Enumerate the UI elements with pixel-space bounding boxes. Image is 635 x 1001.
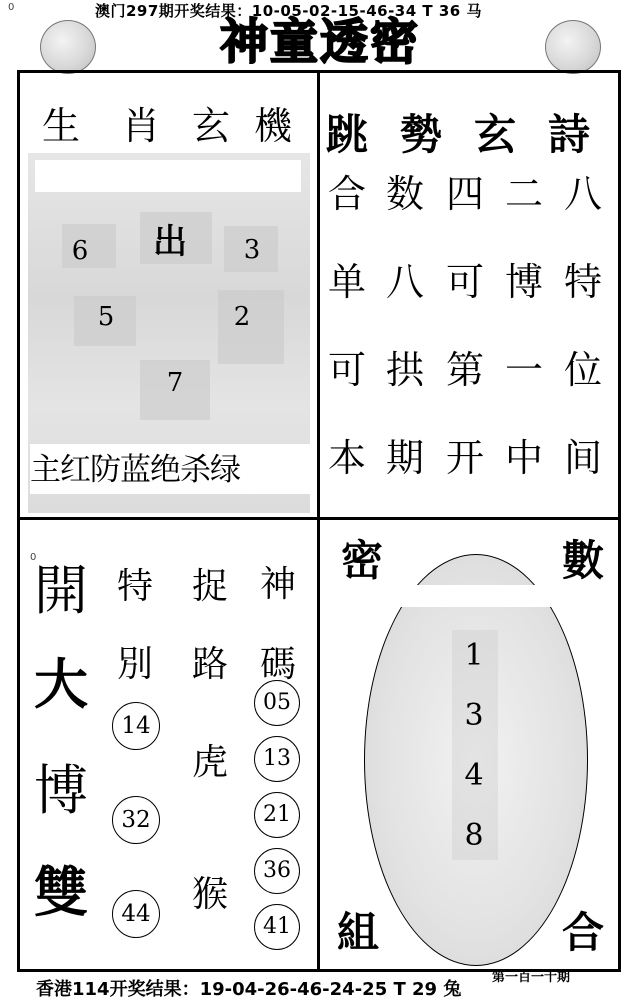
- poem-char: 本: [327, 436, 366, 480]
- corner-mark-top: 0: [8, 2, 15, 13]
- number-ring: 41: [254, 904, 300, 950]
- macau-result-line: 澳门297期开奖结果：10-05-02-15-46-34 T 36 马: [95, 2, 482, 20]
- poem-char: 第: [445, 348, 484, 392]
- poem-char: 拱: [385, 348, 424, 392]
- zodiac-number: 3: [243, 235, 261, 265]
- secret-number: 3: [464, 698, 484, 733]
- big-char: 開: [34, 559, 88, 622]
- shen-char: 神: [259, 564, 296, 605]
- poem-column: [380, 150, 430, 502]
- page-title: 神童透密: [219, 14, 420, 70]
- secret-corner-char: 密: [340, 536, 383, 585]
- secret-corner-char: 組: [336, 908, 379, 957]
- coin-right-icon: [545, 20, 601, 74]
- zodiac-number: 6: [71, 236, 89, 266]
- horizontal-divider: [17, 517, 621, 520]
- poem-char: 开: [445, 436, 484, 480]
- zodiac-number: 5: [97, 302, 115, 332]
- te-char: 別: [116, 644, 153, 685]
- number-ring: 05: [254, 680, 300, 726]
- zhuo-char: 猴: [191, 874, 228, 915]
- poem-column: [440, 150, 490, 502]
- zodiac-title-char: 肖: [122, 104, 161, 148]
- zodiac-title-char: 玄: [192, 104, 231, 148]
- zodiac-title: [30, 95, 310, 148]
- poem-title-char: 勢: [400, 110, 443, 159]
- number-ring: 36: [254, 848, 300, 894]
- secret-corner-char: 合: [561, 908, 604, 957]
- poem-char: 单: [327, 260, 366, 304]
- zhuo-char: 虎: [191, 742, 228, 783]
- corner-mark-middle: 0: [30, 552, 37, 563]
- big-char: 大: [34, 652, 88, 716]
- poem-char: 八: [563, 172, 602, 216]
- secret-number: 4: [464, 758, 484, 793]
- number-ring: 44: [112, 890, 160, 938]
- number-ring: 14: [112, 702, 160, 750]
- secret-corner-char: 數: [561, 536, 604, 585]
- poem-char: 四: [445, 172, 484, 216]
- zodiac-title-char: 機: [254, 104, 293, 148]
- poem-char: 八: [385, 260, 424, 304]
- zhuo-char: 捉: [191, 566, 228, 607]
- secret-number: 8: [464, 818, 484, 853]
- vertical-divider: [317, 70, 320, 972]
- number-ring: 21: [254, 792, 300, 838]
- poem-char: 特: [563, 260, 602, 304]
- secret-number: 1: [464, 638, 484, 673]
- poem-title-char: 詩: [548, 110, 591, 159]
- poem-column: [322, 150, 372, 502]
- zodiac-color-hint: 主红防蓝绝杀绿: [30, 444, 310, 494]
- poem-char: 间: [563, 436, 602, 480]
- poem-title-char: 跳: [326, 110, 369, 159]
- number-ring: 13: [254, 736, 300, 782]
- big-char: 博: [34, 759, 88, 822]
- poem-char: 数: [385, 172, 424, 216]
- poem-title-char: 玄: [474, 110, 517, 159]
- number-ring: 32: [112, 796, 160, 844]
- shen-char: 碼: [259, 644, 296, 685]
- secret-oval-gap: [362, 585, 588, 607]
- poem-char: 可: [327, 348, 366, 392]
- te-char: 特: [116, 566, 153, 607]
- poem-column: [558, 150, 608, 502]
- zhuo-char: 路: [191, 644, 228, 685]
- zodiac-white-bar: [35, 160, 301, 192]
- period-label: 第一百一十期: [492, 970, 571, 985]
- zodiac-number: 2: [233, 302, 251, 332]
- hk-result-line: 香港114开奖结果：19-04-26-46-24-25 T 29 兔: [36, 979, 462, 1000]
- poem-column: [499, 150, 549, 502]
- poem-char: 合: [327, 172, 366, 216]
- poem-char: 位: [563, 348, 602, 392]
- poem-char: 可: [445, 260, 484, 304]
- zodiac-center-char: 出: [153, 222, 187, 262]
- poem-char: 博: [504, 260, 543, 304]
- poem-char: 中: [504, 436, 543, 480]
- coin-left-icon: [40, 20, 96, 74]
- poem-char: 期: [385, 436, 424, 480]
- poem-char: 二: [504, 172, 543, 216]
- poem-char: 一: [504, 348, 543, 392]
- zodiac-title-char: 生: [42, 104, 81, 148]
- big-char: 雙: [34, 860, 88, 924]
- zodiac-number: 7: [166, 368, 184, 398]
